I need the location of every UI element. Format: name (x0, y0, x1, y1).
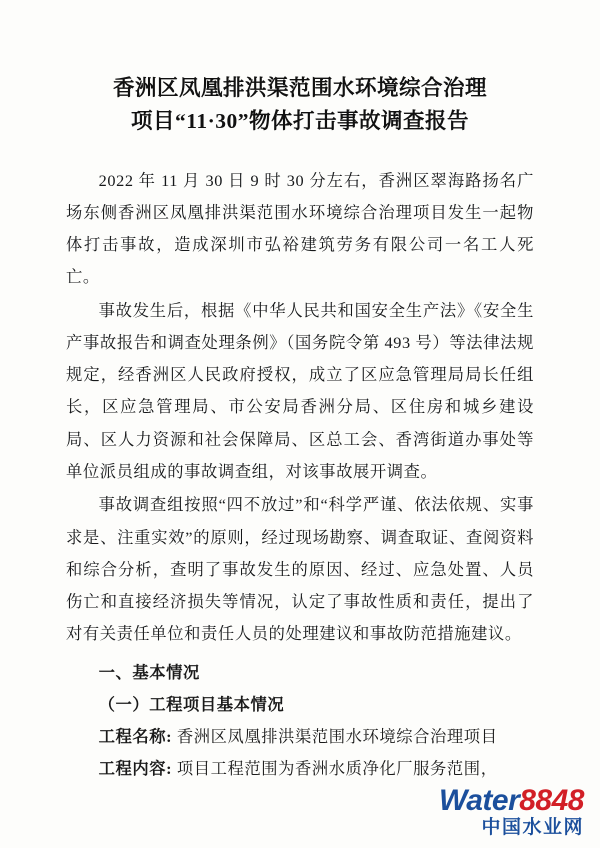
watermark-brand-number: 8848 (519, 783, 584, 817)
paragraph-3: 事故调查组按照“四不放过”和“科学严谨、依法依规、实事求是、注重实效”的原则，经过现场勘察、调查取证、查阅资料和综合分析，查明了事故发生的原因、经过、应急处置、人员伤亡和直接经济损失等情况，认定了事故性质和责任，提出了对有关责任单位和责任人员的处理建议和事故防范措施建议。 (66, 495, 534, 644)
paragraph-1: 2022 年 11 月 30 日 9 时 30 分左右，香洲区翠海路扬名广场东侧香洲区凤凰排洪渠范围水环境综合治理项目发生一起物体打击事故，造成深圳市弘裕建筑劳务有限公司一名工人死亡。 (66, 170, 534, 287)
subsection-heading: （一）工程项目基本情况 (98, 694, 285, 714)
page-title (0, 0, 600, 139)
field-project-name (66, 721, 534, 753)
watermark-site-name: 中国水业网 (481, 817, 584, 839)
watermark-brand (439, 785, 584, 817)
section-heading: 一、基本情况 (98, 662, 200, 682)
field-project-content-value: 项目工程范围为香洲水质净化厂服务范围， (176, 759, 498, 779)
document-body (0, 139, 600, 786)
paragraph-2: 事故发生后，根据《中华人民共和国安全生产法》《安全生产事故报告和调查处理条例》（国务院令第 493 号）等法律法规规定，经香洲区人民政府授权，成立了区应急管理局局长任组长，区应急管理局、市公安局香洲分局、区住房和城乡建设局、区人力资源和社会保障局、区总工会、香湾街道办事处等单位派员组成的事故调查组，对该事故展开调查。 (66, 300, 534, 482)
page-title-line-2: 项目“11·30”物体打击事故调查报告 (131, 109, 469, 134)
field-project-name-value: 香洲区凤凰排洪渠范围水环境综合治理项目 (176, 727, 498, 747)
field-project-content (66, 753, 534, 785)
field-project-content-label: 工程内容: (98, 759, 173, 779)
page-title-line-1: 香洲区凤凰排洪渠范围水环境综合治理 (112, 76, 487, 100)
watermark-brand-text: Water (438, 783, 520, 817)
watermark (439, 785, 584, 838)
field-project-name-label: 工程名称: (98, 727, 173, 747)
